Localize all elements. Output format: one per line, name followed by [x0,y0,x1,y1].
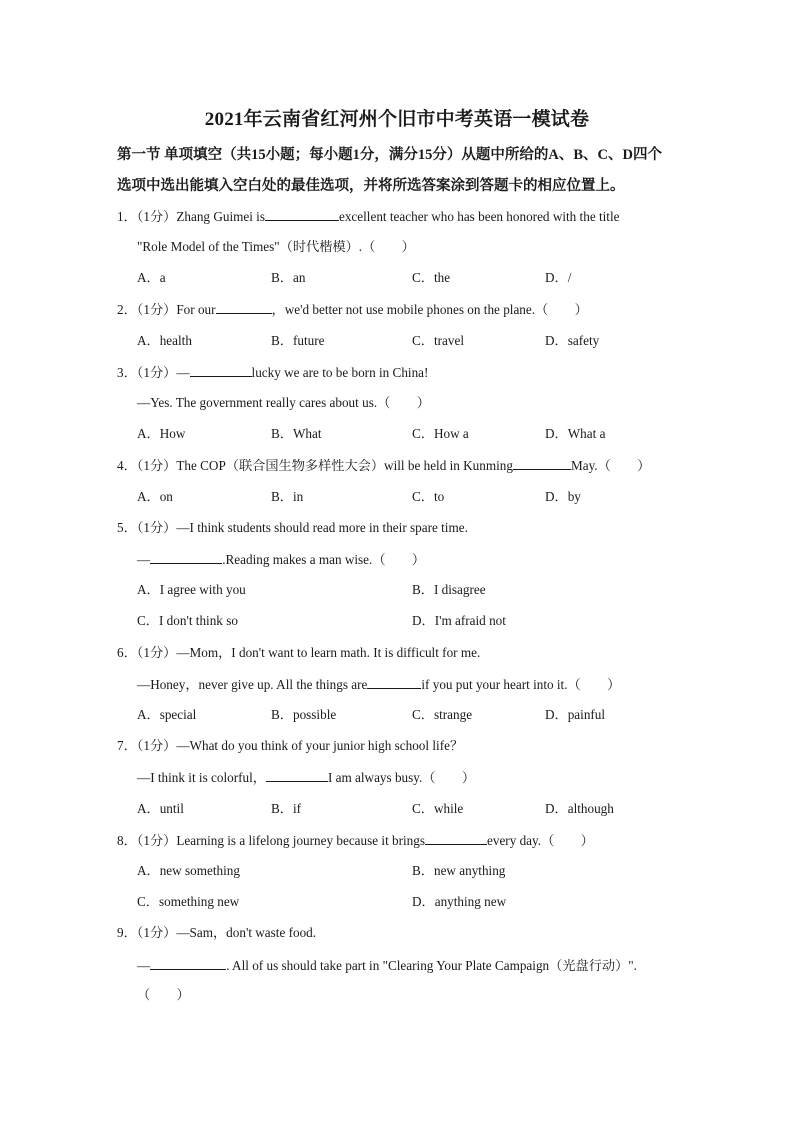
answer-blank [150,955,226,970]
q6-option-d[interactable]: D．painful [545,707,606,722]
q1-option-c[interactable]: C．the [412,270,451,285]
q1-option-d[interactable]: D．/ [545,270,572,285]
question-5: 5．（1分）—I think students should read more in their spare time. [117,520,468,535]
question-6-line-2: —Honey，never give up. All the things are if you put your heart into it.（ ） [137,674,707,694]
q5-option-b[interactable]: B．I disagree [412,582,486,597]
question-1: 1．（1分）Zhang Guimei is excellent teacher who has been honored with the title [117,206,687,226]
q7-option-b[interactable]: B．if [271,801,302,816]
question-3: 3．（1分）— lucky we are to be born in China! [117,362,687,382]
answer-blank [265,206,339,221]
q3-option-d[interactable]: D．What a [545,426,606,441]
q4-option-d[interactable]: D．by [545,489,581,504]
q5-option-d[interactable]: D．I'm afraid not [412,613,506,628]
question-1-line-2: "Role Model of the Times"（时代楷模）.（ ） [137,239,415,254]
q6-option-c[interactable]: C．strange [412,707,473,722]
question-6: 6．（1分）—Mom，I don't want to learn math. It is difficult for me. [117,645,481,660]
question-7: 7．（1分）—What do you think of your junior high school life？ [117,738,464,753]
q1-option-a[interactable]: A．a [137,270,166,285]
answer-blank [216,299,272,314]
answer-blank [150,549,222,564]
section-line-2: 选项中选出能填入空白处的最佳选项，并将所选答案涂到答题卡的相应位置上。 [117,178,625,194]
q7-option-c[interactable]: C．while [412,801,464,816]
q2-option-c[interactable]: C．travel [412,333,465,348]
q3-option-c[interactable]: C．How a [412,426,469,441]
q3-option-b[interactable]: B．What [271,426,322,441]
section-line-1: 第一节 单项填空（共15小题；每小题1分，满分15分）从题中所给的A、B、C、D四个 [117,147,662,163]
question-5-line-2: — .Reading makes a man wise.（ ） [137,549,707,569]
question-9-line-2: — . All of us should take part in "Clearing Your Plate Campaign（光盘行动）". [137,955,707,975]
q2-option-b[interactable]: B．future [271,333,325,348]
q1-option-b[interactable]: B．an [271,270,306,285]
q4-option-b[interactable]: B．in [271,489,304,504]
answer-blank [513,455,571,470]
question-4: 4．（1分）The COP（联合国生物多样性大会）will be held in Kunming May.（ ） [117,455,687,475]
answer-blank [266,767,328,782]
q7-option-d[interactable]: D．although [545,801,614,816]
answer-blank [367,674,421,689]
q8-option-a[interactable]: A．new something [137,863,240,878]
q5-option-c[interactable]: C．I don't think so [137,613,238,628]
question-8: 8．（1分）Learning is a lifelong journey because it brings every day.（ ） [117,830,687,850]
question-9-answer-parens: （ ） [137,987,190,1002]
question-9: 9．（1分）—Sam，don't waste food. [117,925,317,940]
question-7-line-2: —I think it is colorful， I am always busy.（ ） [137,767,707,787]
q6-option-b[interactable]: B．possible [271,707,337,722]
q4-option-a[interactable]: A．on [137,489,173,504]
q8-option-c[interactable]: C．something new [137,894,240,909]
section-instructions [117,140,687,202]
q2-option-a[interactable]: A．health [137,333,192,348]
q8-option-b[interactable]: B．new anything [412,863,506,878]
q3-option-a[interactable]: A．How [137,426,186,441]
q6-option-a[interactable]: A．special [137,707,197,722]
q2-option-d[interactable]: D．safety [545,333,600,348]
question-2: 2．（1分）For our ，we'd better not use mobile phones on the plane.（ ） [117,299,687,319]
q7-option-a[interactable]: A．until [137,801,184,816]
q5-option-a[interactable]: A．I agree with you [137,582,246,597]
question-3-line-2: —Yes. The government really cares about us.（ ） [137,395,430,410]
q8-option-d[interactable]: D．anything new [412,894,507,909]
exam-title: 2021年云南省红河州个旧市中考英语一模试卷 [204,109,590,130]
answer-blank [425,830,487,845]
answer-blank [190,362,252,377]
q4-option-c[interactable]: C．to [412,489,445,504]
